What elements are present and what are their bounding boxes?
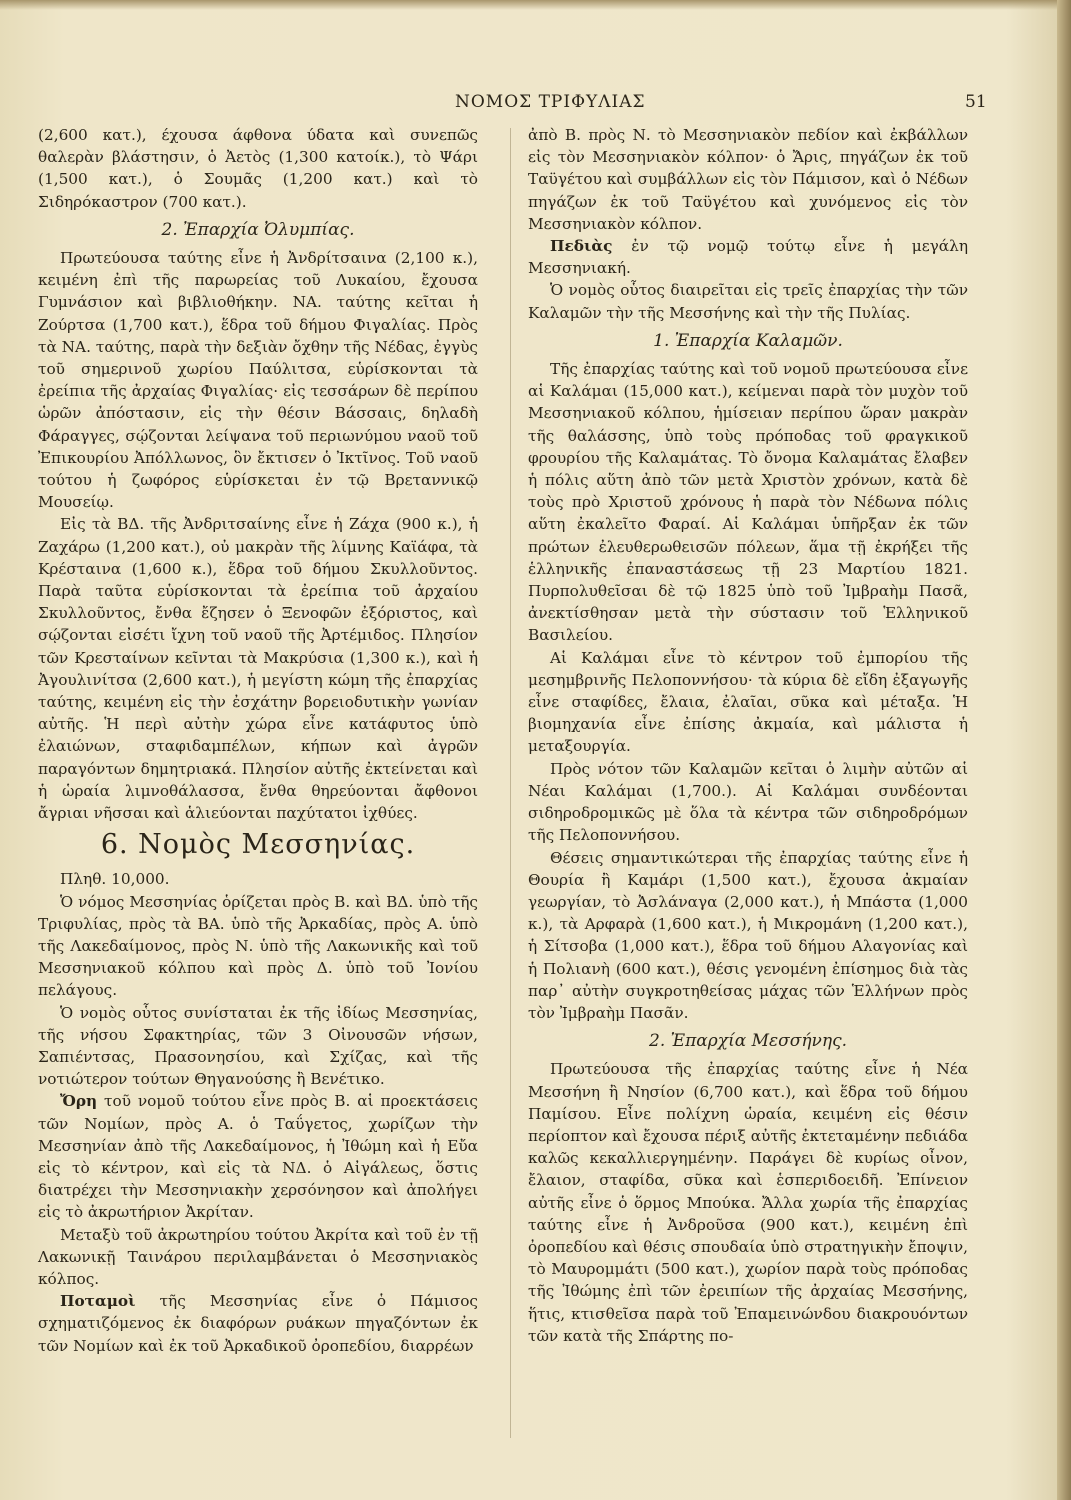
page-number: 51 — [965, 92, 987, 112]
paragraph: Ὁ νομὸς οὗτος συνίσταται ἐκ τῆς ἰδίως Μεσσηνίας, τῆς νήσου Σφακτηρίας, τῶν 3 Οἰνουσῶν νήσων, Σαπιέντσας, Πρασονησίου, καὶ Σχίζας, καὶ τῆς νοτιώτερον τούτων Θηγανούσης ἢ Βενέτικο. — [38, 1003, 478, 1089]
page-binding-edge — [1057, 0, 1071, 1500]
right-column — [528, 124, 968, 1347]
section-heading-olympia: 2. Ἐπαρχία Ὀλυμπίας. — [161, 219, 355, 240]
chapter-heading-messinia: 6. Νομὸς Μεσσηνίας. — [100, 829, 416, 861]
lead-word: Ὄρη — [60, 1092, 98, 1111]
paragraph: Ὁ νόμος Μεσσηνίας ὁρίζεται πρὸς Β. καὶ ΒΔ. ὑπὸ τῆς Τριφυλίας, πρὸς τὰ ΒΑ. ὑπὸ τῆς Ἀρκαδίας, πρὸς Α. ὑπὸ τῆς Λακεδαίμονος, πρὸς Ν. ὑπὸ τῆς Λακωνικῆς καὶ τοῦ Μεσσηνιακοῦ κόλπου καὶ πρὸς Δ. ὑπὸ τοῦ Ἰονίου πελάγους. — [38, 892, 478, 1000]
paragraph — [38, 1290, 478, 1357]
lead-word: Ποταμοὶ — [60, 1292, 136, 1311]
paragraph: Ὁ νομὸς οὗτος διαιρεῖται εἰς τρεῖς ἐπαρχίας τὴν τῶν Καλαμῶν τὴν τῆς Μεσσήνης καὶ τὴν τῆς Πυλίας. — [528, 281, 968, 322]
paragraph: ἀπὸ Β. πρὸς Ν. τὸ Μεσσηνιακὸν πεδίον καὶ ἐκβάλλων εἰς τὸν Μεσσηνιακὸν κόλπον· ὁ Ἄρις, πηγάζων ἐκ τοῦ Ταϋγέτου καὶ συμβάλλων εἰς τὸν Πάμισον, καὶ ὁ Νέδων πηγάζων ἐκ τοῦ Ταϋγέτου καὶ χυνόμενος εἰς τὸν Μεσσηνιακὸν κόλπον. — [528, 126, 968, 233]
lead-word: Πεδιὰς — [550, 237, 613, 256]
paragraph: Αἱ Καλάμαι εἶνε τὸ κέντρον τοῦ ἐμπορίου τῆς μεσημβρινῆς Πελοποννήσου· τὰ κύρια δὲ εἴδη ἐξαγωγῆς εἶνε σταφίδες, ἔλαια, ἐλαῖαι, σῦκα καὶ μέταξα. Ἡ βιομηχανία εἶνε ἐπίσης ἀκμαία, καὶ μάλιστα ἡ μεταξουργία. — [528, 648, 968, 756]
left-column — [38, 124, 478, 1357]
paragraph: Θέσεις σημαντικώτεραι τῆς ἐπαρχίας ταύτης εἶνε ἡ Θουρία ἢ Καμάρι (1,500 κατ.), ἔχουσα ἀκμαίαν γεωργίαν, τὸ Ἀσλάναγα (2,000 κατ.), ἡ Μπάστα (1,000 κ.), τὰ Αρφαρὰ (1,600 κατ.), ἡ Μικρομάνη (1,200 κατ.), ἡ Σίτσοβα (1,000 κατ.), ἕδρα τοῦ δήμου Αλαγονίας καὶ ἡ Πολιανὴ (600 κατ.), θέσις γενομένη ἐπίσημος διὰ τὰς παρ᾽ αὐτὴν συγκροτηθείσας μάχας τῶν Ἑλλήνων πρὸς τὸν Ἰμβραὴμ Πασᾶν. — [528, 848, 968, 1022]
population-line: Πληθ. 10,000. — [60, 870, 170, 889]
paragraph — [528, 235, 968, 279]
paragraph: Πρωτεύουσα ταύτης εἶνε ἡ Ἀνδρίτσαινα (2,100 κ.), κειμένη ἐπὶ τῆς παρωρείας τοῦ Λυκαίου, ἔχουσα Γυμνάσιον καὶ βιβλιοθήκην. ΝΑ. ταύτης κεῖται ἡ Ζούρτσα (1,700 κατ.), ἕδρα τοῦ δήμου Φιγαλίας. Πρὸς τὰ ΝΑ. ταύτης, παρὰ τὴν δεξιὰν ὄχθην τῆς Νέδας, ἐγγὺς τοῦ σημερινοῦ χωρίου Παύλιτσα, εὑρίσκονται τὰ ἐρείπια τῆς ἀρχαίας Φιγαλίας· εἰς τεσσάρων δὲ περίπου ὡρῶν ἀπόστασιν, εἰς τὴν θέσιν Βάσσαις, δηλαδὴ Φάραγγες, σῴζονται λείψανα τοῦ περιωνύμου ναοῦ τοῦ Ἐπικουρίου Ἀπόλλωνος, ὃν ἔκτισεν ὁ Ἰκτῖνος. Τοῦ ναοῦ τούτου ἡ ζωφόρος εὑρίσκεται ἐν τῷ Βρεταννικῷ Μουσείῳ. — [38, 249, 478, 512]
running-title: ΝΟΜΟΣ ΤΡΙΦΥΛΙΑΣ — [455, 92, 646, 112]
page-top-shadow — [0, 0, 1071, 10]
paragraph: Εἰς τὰ ΒΔ. τῆς Ἀνδριτσαίνης εἶνε ἡ Ζάχα (900 κ.), ἡ Ζαχάρω (1,200 κατ.), οὐ μακρὰν τῆς λίμνης Καϊάφα, τὰ Κρέσταινα (1,600 κ.), ἕδρα τοῦ δήμου Σκυλλοῦντος. Παρὰ ταῦτα εὑρίσκονται τὰ ἐρείπια τοῦ ἀρχαίου Σκυλλοῦντος, ἔνθα ἔζησεν ὁ Ξενοφῶν ἐξόριστος, καὶ σῴζονται εἰσέτι ἴχνη τοῦ ναοῦ τῆς Ἀρτέμιδος. Πλησίον τῶν Κρεσταίνων κεῖνται τὰ Μακρύσια (1,300 κ.), καὶ ἡ Ἀγουλινίτσα (2,600 κατ.), ἡ μεγίστη κώμη τῆς ἐπαρχίας ταύτης, κειμένη εἰς τὴν ἐσχάτην βορειοδυτικὴν γωνίαν αὐτῆς. Ἡ περὶ αὐτὴν χώρα εἶνε κατάφυτος ὑπὸ ἐλαιώνων, σταφιδαμπέλων, κήπων καὶ ἀγρῶν παραγόντων δημητριακά. Πλησίον αὐτῆς ἐκτείνεται καὶ ἡ ὡραία λιμνοθάλασσα, ἔνθα θηρεύονται ἄφθονοι ἄγριαι νῆσσαι καὶ ἁλιεύονται παχύτατοι ἰχθύες. — [38, 515, 478, 823]
paragraph: Πρὸς νότον τῶν Καλαμῶν κεῖται ὁ λιμὴν αὐτῶν αἱ Νέαι Καλάμαι (1,700.). Αἱ Καλάμαι συνδέονται σιδηροδρομικῶς μὲ ὅλα τὰ κέντρα τῶν σιδηροδρόμων τῆς Πελοποννήσου. — [528, 759, 968, 845]
paragraph-text: τοῦ νομοῦ τούτου εἶνε πρὸς Β. αἱ προεκτάσεις τῶν Νομίων, πρὸς Α. ὁ Ταΰγετος, χωρίζων τὴν Μεσσηνίαν ἀπὸ τῆς Λακεδαίμονος, ἡ Ἰθώμη καὶ ἡ Εὔα εἰς τὸ κέντρον, καὶ εἰς τὰ ΝΔ. ὁ Αἰγάλεως, ὅστις διατρέχει τὴν Μεσσηνιακὴν χερσόνησον καὶ ἀπολήγει εἰς τὸ ἀκρωτήριον Ἀκρίταν. — [38, 1092, 478, 1222]
paragraph: Μεταξὺ τοῦ ἀκρωτηρίου τούτου Ἀκρίτα καὶ τοῦ ἐν τῇ Λακωνικῇ Ταινάρου περιλαμβάνεται ὁ Μεσσηνιακὸς κόλπος. — [38, 1225, 478, 1288]
paragraph-text: τῆς Μεσσηνίας εἶνε ὁ Πάμισος σχηματιζόμενος ἐκ διαφόρων ρυάκων πηγαζόντων ἐκ τῶν Νομίων καὶ ἐκ τοῦ Ἀρκαδικοῦ ὀροπεδίου, διαρρέων — [38, 1292, 478, 1355]
paragraph-text: ἐν τῷ νομῷ τούτῳ εἶνε ἡ μεγάλη Μεσσηνιακή. — [528, 237, 968, 278]
section-heading-messini: 2. Ἐπαρχία Μεσσήνης. — [649, 1031, 847, 1052]
paragraph: (2,600 κατ.), έχουσα άφθονα ύδατα καὶ συνεπῶς θαλερὰν βλάστησιν, ὁ Ἀετὸς (1,300 κατοίκ.), τὸ Ψάρι (1,500 κατ.), ὁ Σουμᾶς (1,200 κατ.) καὶ τὸ Σιδηρόκαστρον (700 κατ.). — [38, 126, 478, 211]
paragraph: Πρωτεύουσα τῆς ἐπαρχίας ταύτης εἶνε ἡ Νέα Μεσσήνη ἢ Νησίον (6,700 κατ.), καὶ ἕδρα τοῦ δήμου Παμίσου. Εἶνε πολίχνη ὡραία, κειμένη εἰς θέσιν περίοπτον καὶ ἔχουσα πέριξ αὐτῆς ἐκτεταμένην πεδιάδα καλῶς κεκαλλιεργημένην. Παράγει δὲ κυρίως οἶνον, ἔλαιον, σταφίδα, σῦκα καὶ ἑσπεριδοειδῆ. Ἐπίνειον αὐτῆς εἶνε ὁ ὅρμος Μπούκα. Ἄλλα χωρία τῆς ἐπαρχίας ταύτης εἶνε ἡ Ἀνδροῦσα (900 κατ.), κειμένη ἐπὶ ὀροπεδίου καὶ θέσις σπουδαία ὑπὸ στρατηγικὴν ἔποψιν, τὸ Μαυρομμάτι (500 κατ.), χωρίον παρὰ τοὺς πρόποδας τῆς Ἰθώμης ἐπὶ τῶν ἐρειπίων τῆς ἀρχαίας Μεσσήνης, ἥτις, κτισθεῖσα παρὰ τοῦ Ἐπαμεινώνδου διακρουόντων τῶν κατὰ τῆς Σπάρτης πο- — [528, 1060, 968, 1345]
paragraph — [38, 1090, 478, 1223]
section-heading-kalamai: 1. Ἐπαρχία Καλαμῶν. — [653, 330, 843, 351]
paragraph: Τῆς ἐπαρχίας ταύτης καὶ τοῦ νομοῦ πρωτεύουσα εἶνε αἱ Καλάμαι (15,000 κατ.), κείμεναι παρὰ τὸν μυχὸν τοῦ Μεσσηνιακοῦ κόλπου, ἡμίσειαν περίπου ὥραν μακρὰν τῆς θαλάσσης, ὑπὸ τοὺς πρόποδας τοῦ φραγκικοῦ φρουρίου τῆς Καλαμάτας. Τὸ ὄνομα Καλαμάτας ἔλαβεν ἡ πόλις αὕτη ἀπὸ τῶν μετὰ Χριστὸν χρόνων, κατὰ δὲ τοὺς πρὸ Χριστοῦ χρόνους ἡ παρὰ τὸν Νέδωνα πόλις αὕτη ἐκαλεῖτο Φαραί. Αἱ Καλάμαι ὑπῆρξαν ἐκ τῶν πρώτων ἐλευθερωθεισῶν πόλεων, ἅμα τῇ ἐκρήξει τῆς ἑλληνικῆς ἐπαναστάσεως τῇ 23 Μαρτίου 1821. Πυρπολυθεῖσαι δὲ τῷ 1825 ὑπὸ τοῦ Ἰμβραὴμ Πασᾶ, ἀνεκτίσθησαν μετὰ τὴν σύστασιν τοῦ Ἑλληνικοῦ Βασιλείου. — [528, 360, 968, 645]
column-divider — [510, 128, 511, 1438]
